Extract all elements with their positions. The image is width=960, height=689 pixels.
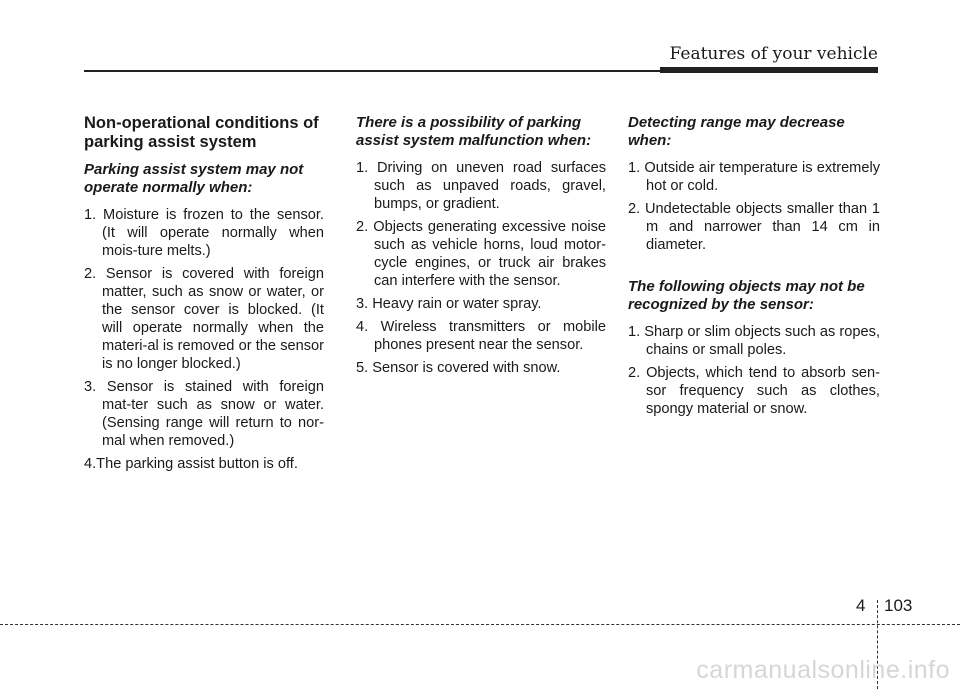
list-detecting-range bbox=[628, 159, 880, 254]
subheading-malfunction: There is a possibility of parking assist system malfunction when: bbox=[356, 114, 592, 149]
list-item: 2. Objects, which tend to absorb sen-sor frequency such as clothes, spongy material or snow. bbox=[628, 365, 880, 417]
list-item: 3. Sensor is stained with foreign mat-ter such as snow or water. (Sensing range will return to nor-mal when removed.) bbox=[84, 379, 324, 449]
watermark: carmanualsonline.info bbox=[696, 656, 950, 684]
list-item: 4. Wireless transmitters or mobile phones present near the sensor. bbox=[356, 319, 606, 353]
list-malfunction bbox=[356, 159, 606, 377]
section-title: Non-operational conditions of parking assist system bbox=[84, 114, 319, 151]
column-detecting-range bbox=[628, 114, 880, 423]
subheading-may-not-operate: Parking assist system may not operate normally when: bbox=[84, 161, 304, 196]
page-number: 103 bbox=[884, 596, 913, 615]
header-rule-accent bbox=[660, 67, 878, 73]
list-item: 3. Heavy rain or water spray. bbox=[356, 296, 542, 312]
subheading-not-recognized: The following objects may not be recognized by the sensor: bbox=[628, 278, 865, 313]
list-not-recognized bbox=[628, 323, 880, 418]
list-item: 1. Outside air temperature is extremely hot or cold. bbox=[628, 160, 880, 194]
header-rule bbox=[84, 70, 660, 72]
list-item: 1. Driving on uneven road surfaces such as unpaved roads, gravel, bumps, or gradient. bbox=[356, 160, 606, 212]
subheading-detecting-range: Detecting range may decrease when: bbox=[628, 114, 845, 149]
list-item: 1. Sharp or slim objects such as ropes, chains or small poles. bbox=[628, 324, 880, 358]
header-title: Features of your vehicle bbox=[669, 44, 878, 64]
list-item: 2. Undetectable objects smaller than 1 m and narrower than 14 cm in diameter. bbox=[628, 201, 880, 253]
column-malfunction bbox=[356, 114, 606, 382]
column-non-operational bbox=[84, 114, 324, 478]
list-item: 2. Sensor is covered with foreign matter, such as snow or water, or the sensor cover is blocked. (It will operate normally when the materi-al is removed or the sensor is no longer blocked.) bbox=[84, 266, 324, 372]
chapter-number: 4 bbox=[856, 596, 866, 615]
list-may-not-operate bbox=[84, 206, 324, 473]
list-item: 5. Sensor is covered with snow. bbox=[356, 360, 561, 376]
list-item: 2. Objects generating excessive noise such as vehicle horns, loud motor-cycle engines, or truck air brakes can interfere with the sensor. bbox=[356, 219, 606, 289]
list-item: 1. Moisture is frozen to the sensor. (It will operate normally when mois-ture melts.) bbox=[84, 207, 324, 259]
list-item: 4.The parking assist button is off. bbox=[84, 456, 298, 472]
footer-rule bbox=[0, 624, 960, 625]
